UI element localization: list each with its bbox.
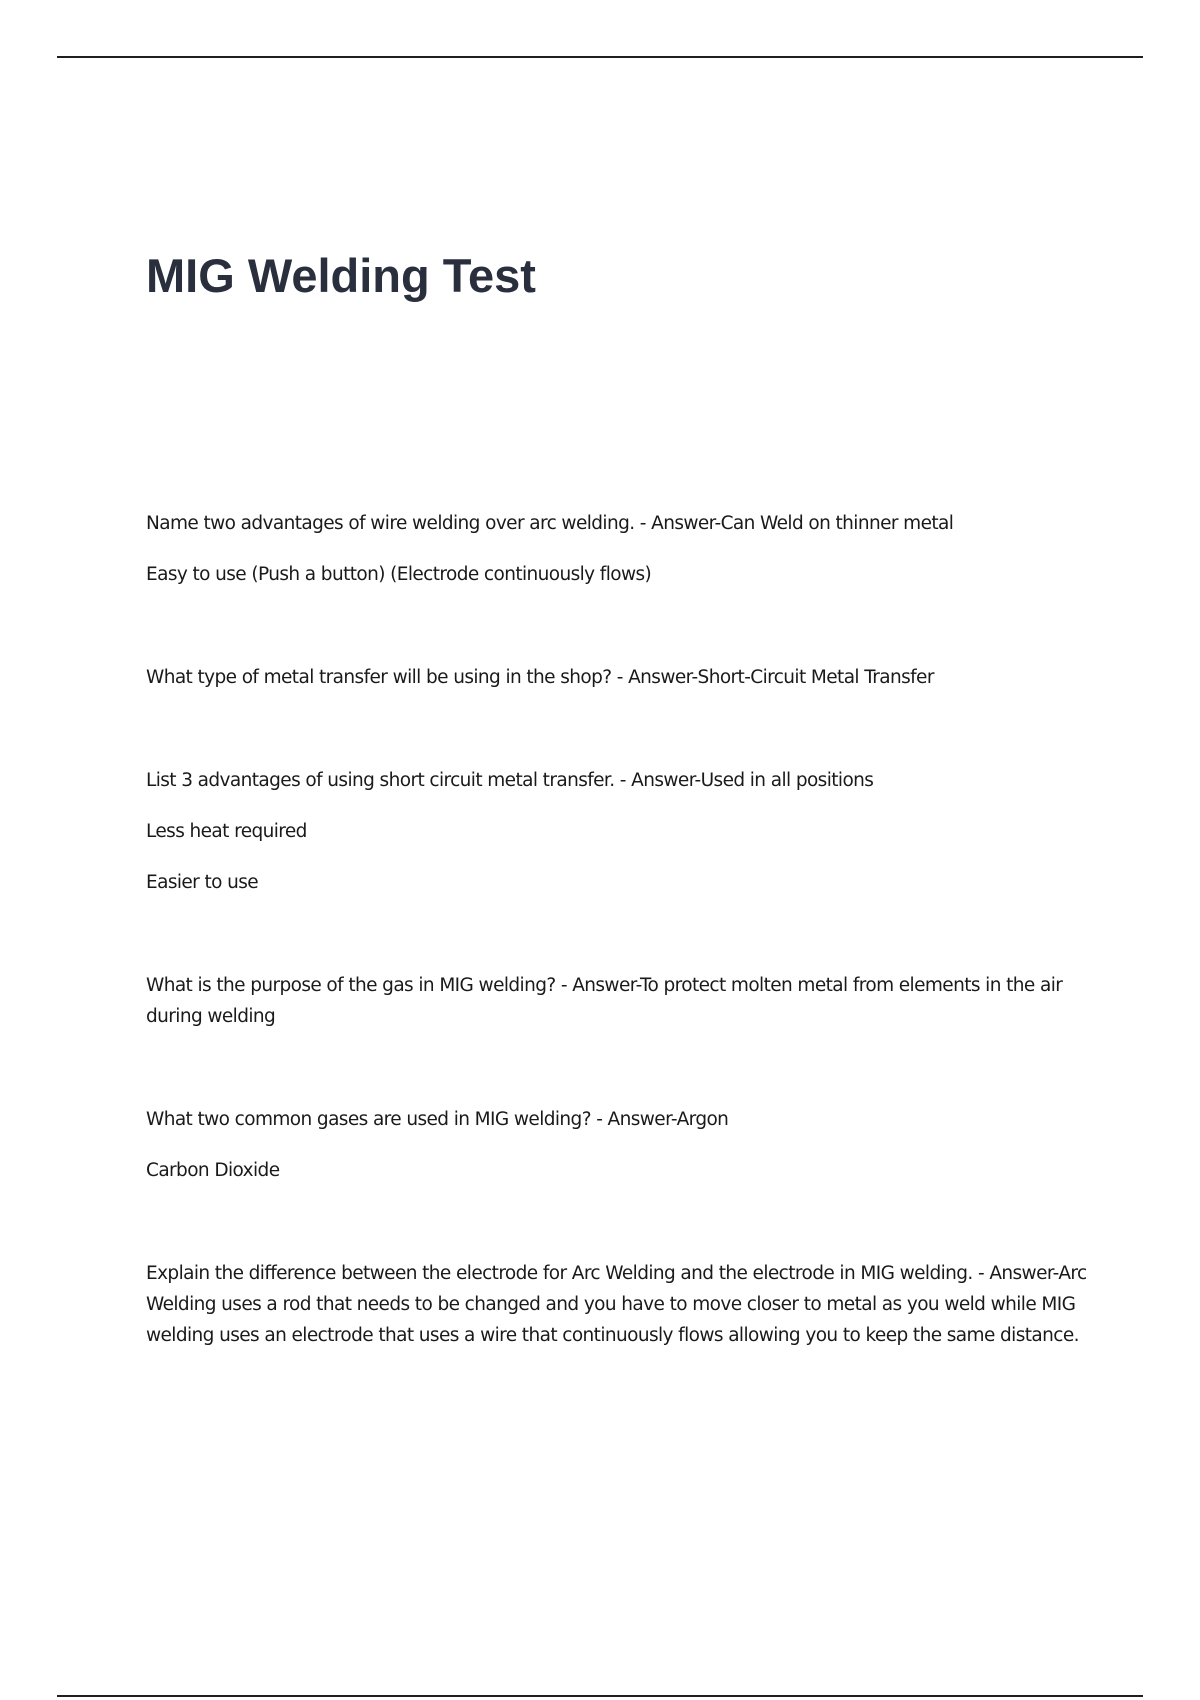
question-answer-text: What two common gases are used in MIG welding? - Answer-Argon (146, 1109, 729, 1130)
qa-list (146, 508, 1091, 1423)
answer-continuation: Less heat required (146, 821, 307, 842)
answer-continuation: Carbon Dioxide (146, 1160, 280, 1181)
question-answer-text: List 3 advantages of using short circuit metal transfer. - Answer-Used in all positions (146, 770, 874, 791)
qa-item (146, 1104, 1091, 1186)
qa-item (146, 1258, 1091, 1351)
answer-continuation: Easier to use (146, 872, 259, 893)
qa-item (146, 508, 1091, 590)
header-rule (57, 56, 1143, 58)
qa-item (146, 970, 1091, 1032)
question-answer-text: Explain the difference between the electrode for Arc Welding and the electrode in MIG welding. - Answer-Arc Welding uses a rod that needs to be changed and you have to move closer to metal as you weld while MIG welding uses an electrode that uses a wire that continuously flows allowing you to keep the same distance. (146, 1263, 1087, 1346)
qa-item (146, 765, 1091, 898)
qa-item (146, 662, 1091, 693)
document-title: MIG Welding Test (146, 249, 536, 302)
question-answer-text: Name two advantages of wire welding over arc welding. - Answer-Can Weld on thinner metal (146, 513, 954, 534)
question-answer-text: What type of metal transfer will be using in the shop? - Answer-Short-Circuit Metal Transfer (146, 667, 934, 688)
footer-rule (57, 1695, 1143, 1697)
answer-continuation: Easy to use (Push a button) (Electrode continuously flows) (146, 564, 652, 585)
question-answer-text: What is the purpose of the gas in MIG welding? - Answer-To protect molten metal from elements in the air during welding (146, 975, 1063, 1027)
